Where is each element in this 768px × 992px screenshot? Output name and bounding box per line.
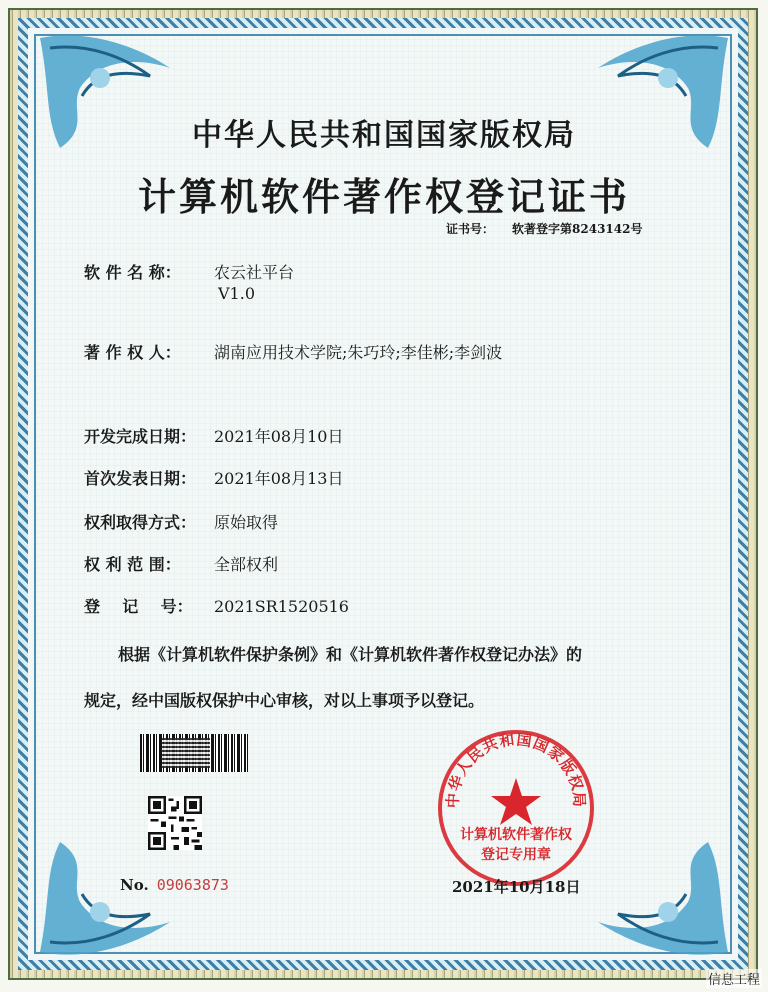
issuer-title: 中华人民共和国国家版权局 bbox=[192, 118, 576, 153]
serial-number bbox=[120, 876, 229, 894]
field-label: 著 作 权 人： bbox=[84, 343, 181, 362]
issue-date: 2021年10月18日 bbox=[452, 878, 581, 896]
field-label: 登 记 号： bbox=[84, 597, 193, 616]
field-dev-date bbox=[84, 424, 343, 447]
field-value: 2021年08月13日 bbox=[214, 469, 344, 488]
field-value: 2021SR1520516 bbox=[214, 597, 349, 616]
field-software-name bbox=[84, 260, 294, 283]
certificate-number bbox=[446, 220, 642, 237]
barcode bbox=[140, 734, 248, 772]
field-value: 湖南应用技术学院;朱巧玲;李佳彬;李剑波 bbox=[214, 343, 503, 362]
software-version: V1.0 bbox=[218, 284, 255, 303]
qr-code bbox=[148, 796, 202, 850]
certificate-number-value: 软著登字第8243142号 bbox=[512, 222, 643, 236]
field-label: 开发完成日期： bbox=[84, 427, 197, 446]
field-owner bbox=[84, 340, 502, 363]
watermark: 信息工程 bbox=[706, 969, 762, 988]
field-label: 权利取得方式： bbox=[84, 513, 197, 532]
corner-ornament-bottom-right bbox=[588, 832, 738, 962]
field-label: 首次发表日期： bbox=[84, 469, 197, 488]
seal-ring-text: 中华人民共和国国家版权局 bbox=[443, 730, 589, 809]
corner-ornament-bottom-left bbox=[30, 832, 180, 962]
field-label: 权 利 范 围： bbox=[84, 555, 181, 574]
statement-line-2: 规定，经中国版权保护中心审核，对以上事项予以登记。 bbox=[84, 691, 485, 710]
serial-value: 09063873 bbox=[156, 876, 229, 894]
field-pub-date bbox=[84, 466, 343, 489]
field-label: 软 件 名 称： bbox=[84, 263, 181, 282]
serial-label: No. bbox=[120, 876, 149, 894]
field-scope bbox=[84, 552, 278, 575]
official-seal bbox=[434, 726, 598, 890]
field-registration-number bbox=[84, 594, 349, 617]
certificate-number-label: 证书号： bbox=[446, 222, 495, 236]
field-value: 原始取得 bbox=[214, 513, 279, 532]
field-value: 2021年08月10日 bbox=[214, 427, 344, 446]
field-acquisition bbox=[84, 510, 278, 533]
statement-line-1: 根据《计算机软件保护条例》和《计算机软件著作权登记办法》的 bbox=[118, 645, 583, 664]
field-value: 农云社平台 bbox=[214, 263, 295, 282]
seal-line-1: 计算机软件著作权 bbox=[460, 827, 572, 843]
certificate-title: 计算机软件著作权登记证书 bbox=[137, 174, 630, 219]
field-value: 全部权利 bbox=[214, 555, 279, 574]
seal-line-2: 登记专用章 bbox=[481, 847, 551, 863]
